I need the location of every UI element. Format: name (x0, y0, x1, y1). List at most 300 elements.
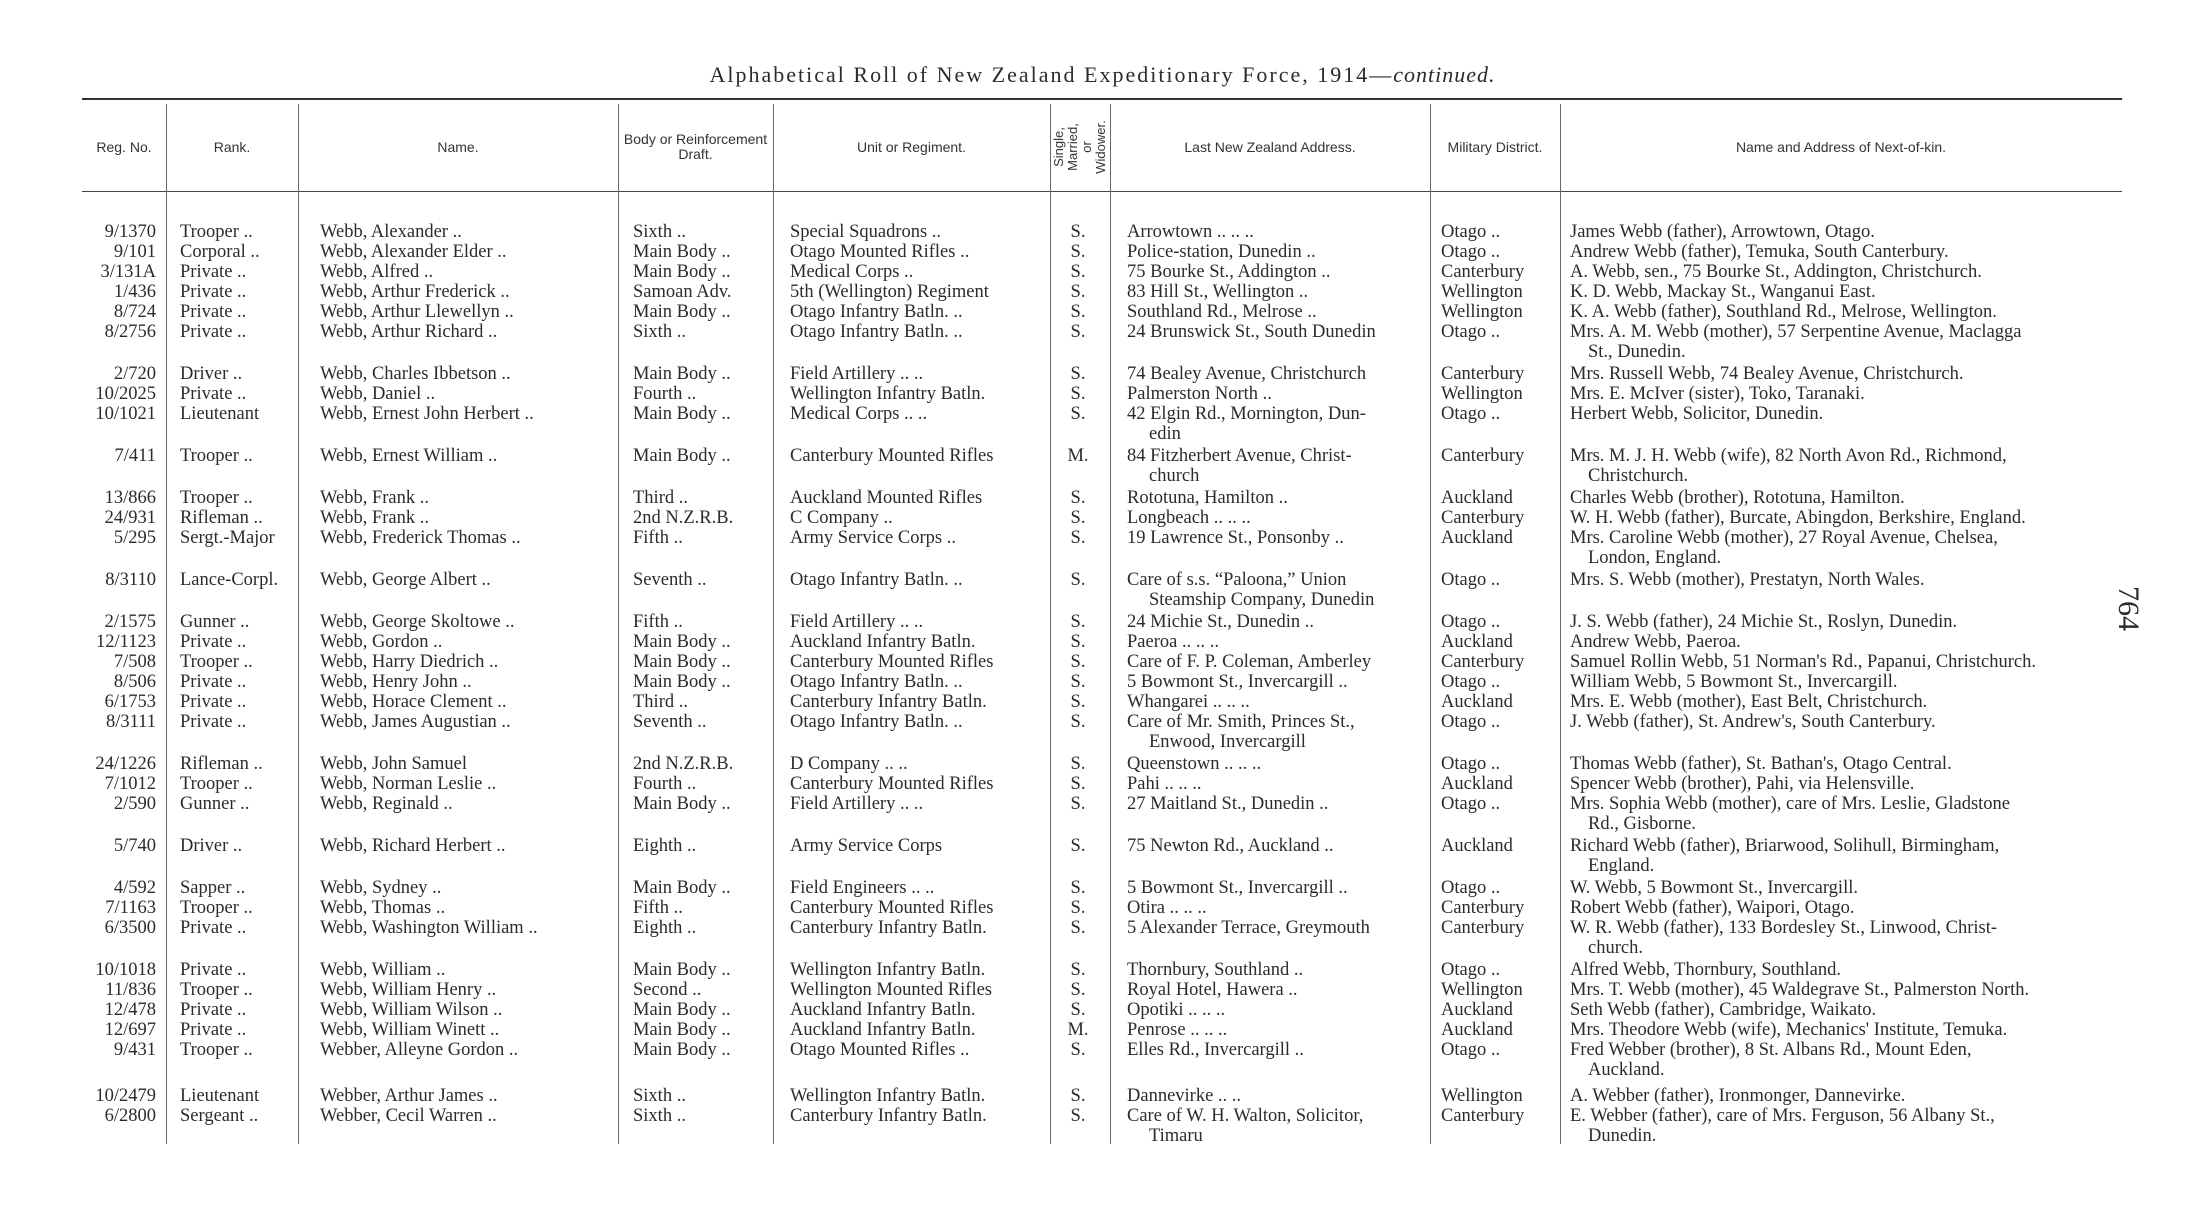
status-cell: S. (1070, 262, 1086, 282)
column-divider (1110, 104, 1111, 1144)
header-bottom-rule (82, 191, 2122, 192)
next-of-kin-cell: K. A. Webb (father), Southland Rd., Melrose, Wellington. (1570, 302, 1997, 322)
district-cell: Wellington (1441, 980, 1523, 1000)
name-cell: Webb, Alexander Elder .. (320, 242, 507, 262)
page-number: 764 (2112, 586, 2145, 631)
body-cell: Third .. (633, 692, 688, 712)
name-cell: Webb, Frank .. (320, 508, 429, 528)
rank-cell: Private .. (180, 672, 247, 692)
reg-no-cell: 10/1018 (95, 960, 156, 980)
name-cell: Webber, Alleyne Gordon .. (320, 1040, 519, 1060)
next-of-kin-cell: Andrew Webb (father), Temuka, South Canterbury. (1570, 242, 1949, 262)
body-cell: Second .. (633, 980, 702, 1000)
status-cell: S. (1070, 918, 1086, 938)
next-of-kin-cell: W. H. Webb (father), Burcate, Abingdon, Berkshire, England. (1570, 508, 2026, 528)
address-cell: Queenstown .. .. .. (1127, 754, 1262, 774)
address-cell: 75 Bourke St., Addington .. (1127, 262, 1331, 282)
reg-no-cell: 11/836 (105, 980, 156, 1000)
rank-cell: Private .. (180, 282, 247, 302)
next-of-kin-cell: Mrs. Theodore Webb (wife), Mechanics' Institute, Temuka. (1570, 1020, 2008, 1040)
address-cell: Opotiki .. .. .. (1127, 1000, 1226, 1020)
district-cell: Otago .. (1441, 222, 1501, 242)
next-of-kin-cell-continued: church. (1588, 938, 1643, 958)
body-cell: 2nd N.Z.R.B. (633, 754, 734, 774)
rank-cell: Trooper .. (180, 980, 253, 1000)
status-cell: S. (1070, 980, 1086, 1000)
body-cell: Main Body .. (633, 404, 731, 424)
reg-no-cell: 7/411 (114, 446, 156, 466)
district-cell: Otago .. (1441, 1040, 1501, 1060)
reg-no-cell: 6/2800 (104, 1106, 156, 1126)
unit-cell: 5th (Wellington) Regiment (790, 282, 989, 302)
reg-no-cell: 7/1012 (104, 774, 156, 794)
address-cell: 42 Elgin Rd., Mornington, Dun- (1127, 404, 1366, 424)
unit-cell: Auckland Infantry Batln. (790, 632, 976, 652)
name-cell: Webb, Ernest William .. (320, 446, 498, 466)
address-cell: 5 Bowmont St., Invercargill .. (1127, 878, 1348, 898)
next-of-kin-cell-continued: Auckland. (1588, 1060, 1665, 1080)
address-cell-continued: church (1149, 466, 1200, 486)
rank-cell: Sergt.-Major (180, 528, 275, 548)
header-status-label: Single, Married, or Widower. (1051, 120, 1108, 174)
next-of-kin-cell: J. S. Webb (father), 24 Michie St., Roslyn, Dunedin. (1570, 612, 1958, 632)
address-cell: Palmerston North .. (1127, 384, 1272, 404)
district-cell: Wellington (1441, 302, 1523, 322)
status-cell: S. (1070, 960, 1086, 980)
unit-cell: Auckland Infantry Batln. (790, 1020, 976, 1040)
next-of-kin-cell: Mrs. T. Webb (mother), 45 Waldegrave St., Palmerston North. (1570, 980, 2030, 1000)
page-title (0, 62, 2205, 88)
district-cell: Canterbury (1441, 262, 1525, 282)
district-cell: Auckland (1441, 774, 1513, 794)
next-of-kin-cell-continued: London, England. (1588, 548, 1722, 568)
body-cell: Fourth .. (633, 384, 697, 404)
rank-cell: Private .. (180, 322, 247, 342)
status-cell: S. (1070, 898, 1086, 918)
unit-cell: C Company .. (790, 508, 893, 528)
status-cell: S. (1070, 878, 1086, 898)
district-cell: Otago .. (1441, 242, 1501, 262)
column-divider (298, 104, 299, 1144)
status-cell: S. (1070, 632, 1086, 652)
status-cell: S. (1070, 652, 1086, 672)
body-cell: Fourth .. (633, 774, 697, 794)
unit-cell: Otago Mounted Rifles .. (790, 242, 970, 262)
body-cell: Main Body .. (633, 652, 731, 672)
body-cell: Eighth .. (633, 918, 697, 938)
status-cell: S. (1070, 364, 1086, 384)
unit-cell: D Company .. .. (790, 754, 908, 774)
status-cell: S. (1070, 1040, 1086, 1060)
next-of-kin-cell: A. Webber (father), Ironmonger, Dannevirke. (1570, 1086, 1906, 1106)
name-cell: Webb, George Albert .. (320, 570, 491, 590)
unit-cell: Canterbury Mounted Rifles (790, 898, 994, 918)
next-of-kin-cell: Alfred Webb, Thornbury, Southland. (1570, 960, 1842, 980)
next-of-kin-cell: Charles Webb (brother), Rototuna, Hamilton. (1570, 488, 1905, 508)
reg-no-cell: 7/508 (113, 652, 156, 672)
reg-no-cell: 9/1370 (104, 222, 156, 242)
name-cell: Webb, Norman Leslie .. (320, 774, 497, 794)
header-top-rule (82, 98, 2122, 100)
reg-no-cell: 8/506 (113, 672, 156, 692)
body-cell: Main Body .. (633, 302, 731, 322)
unit-cell: Canterbury Infantry Batln. (790, 918, 987, 938)
rank-cell: Private .. (180, 302, 247, 322)
next-of-kin-cell-continued: England. (1588, 856, 1655, 876)
body-cell: Main Body .. (633, 794, 731, 814)
rank-cell: Private .. (180, 384, 247, 404)
unit-cell: Otago Mounted Rifles .. (790, 1040, 970, 1060)
next-of-kin-cell: Richard Webb (father), Briarwood, Solihull, Birmingham, (1570, 836, 2000, 856)
next-of-kin-cell-continued: Rd., Gisborne. (1588, 814, 1696, 834)
next-of-kin-cell: Robert Webb (father), Waipori, Otago. (1570, 898, 1855, 918)
next-of-kin-cell: Mrs. S. Webb (mother), Prestatyn, North Wales. (1570, 570, 1925, 590)
district-cell: Canterbury (1441, 918, 1525, 938)
column-divider (1560, 104, 1561, 1144)
district-cell: Otago .. (1441, 322, 1501, 342)
title-continued: continued. (1393, 62, 1496, 87)
body-cell: Sixth .. (633, 322, 686, 342)
body-cell: Sixth .. (633, 222, 686, 242)
status-cell: M. (1067, 1020, 1089, 1040)
rank-cell: Driver .. (180, 364, 243, 384)
body-cell: Main Body .. (633, 1040, 731, 1060)
header-rank: Rank. (213, 138, 251, 155)
unit-cell: Otago Infantry Batln. .. (790, 570, 963, 590)
unit-cell: Field Engineers .. .. (790, 878, 935, 898)
name-cell: Webb, Gordon .. (320, 632, 443, 652)
next-of-kin-cell: Mrs. Sophia Webb (mother), care of Mrs. Leslie, Gladstone (1570, 794, 2011, 814)
body-cell: Main Body .. (633, 242, 731, 262)
unit-cell: Otago Infantry Batln. .. (790, 322, 963, 342)
reg-no-cell: 24/1226 (95, 754, 156, 774)
reg-no-cell: 12/478 (104, 1000, 156, 1020)
name-cell: Webb, Charles Ibbetson .. (320, 364, 511, 384)
next-of-kin-cell: E. Webber (father), care of Mrs. Ferguson, 56 Albany St., (1570, 1106, 1995, 1126)
status-cell: S. (1070, 222, 1086, 242)
address-cell-continued: Enwood, Invercargill (1149, 732, 1306, 752)
name-cell: Webb, Sydney .. (320, 878, 442, 898)
name-cell: Webber, Arthur James .. (320, 1086, 498, 1106)
status-cell: S. (1070, 692, 1086, 712)
reg-no-cell: 6/1753 (104, 692, 156, 712)
column-divider (618, 104, 619, 1144)
status-cell: S. (1070, 282, 1086, 302)
status-cell: S. (1070, 322, 1086, 342)
address-cell: Care of F. P. Coleman, Amberley (1127, 652, 1372, 672)
body-cell: Seventh .. (633, 712, 707, 732)
body-cell: Main Body .. (633, 632, 731, 652)
status-cell: S. (1070, 488, 1086, 508)
reg-no-cell: 3/131A (100, 262, 156, 282)
next-of-kin-cell: W. Webb, 5 Bowmont St., Invercargill. (1570, 878, 1858, 898)
address-cell: Arrowtown .. .. .. (1127, 222, 1254, 242)
status-cell: S. (1070, 774, 1086, 794)
next-of-kin-cell-continued: St., Dunedin. (1588, 342, 1686, 362)
next-of-kin-cell: Mrs. Russell Webb, 74 Bealey Avenue, Christchurch. (1570, 364, 1964, 384)
rank-cell: Private .. (180, 632, 247, 652)
next-of-kin-cell: Samuel Rollin Webb, 51 Norman's Rd., Papanui, Christchurch. (1570, 652, 2037, 672)
reg-no-cell: 8/3111 (105, 712, 156, 732)
header-reg-no: Reg. No. (96, 138, 152, 155)
district-cell: Otago .. (1441, 794, 1501, 814)
name-cell: Webb, Richard Herbert .. (320, 836, 506, 856)
next-of-kin-cell: Andrew Webb, Paeroa. (1570, 632, 1741, 652)
address-cell: 24 Michie St., Dunedin .. (1127, 612, 1315, 632)
district-cell: Otago .. (1441, 960, 1501, 980)
next-of-kin-cell: William Webb, 5 Bowmont St., Invercargill. (1570, 672, 1898, 692)
reg-no-cell: 2/720 (113, 364, 156, 384)
header-address: Last New Zealand Address. (1184, 138, 1356, 155)
reg-no-cell: 6/3500 (104, 918, 156, 938)
reg-no-cell: 13/866 (104, 488, 156, 508)
next-of-kin-cell: Herbert Webb, Solicitor, Dunedin. (1570, 404, 1824, 424)
status-cell: S. (1070, 508, 1086, 528)
name-cell: Webb, William Wilson .. (320, 1000, 503, 1020)
rank-cell: Private .. (180, 692, 247, 712)
next-of-kin-cell: Mrs. Caroline Webb (mother), 27 Royal Avenue, Chelsea, (1570, 528, 1998, 548)
name-cell: Webb, Arthur Llewellyn .. (320, 302, 514, 322)
next-of-kin-cell: Mrs. A. M. Webb (mother), 57 Serpentine Avenue, Maclagga (1570, 322, 2022, 342)
name-cell: Webb, Ernest John Herbert .. (320, 404, 534, 424)
address-cell: 75 Newton Rd., Auckland .. (1127, 836, 1334, 856)
address-cell: Southland Rd., Melrose .. (1127, 302, 1317, 322)
body-cell: Seventh .. (633, 570, 707, 590)
header-name: Name. (437, 138, 479, 155)
district-cell: Wellington (1441, 1086, 1523, 1106)
next-of-kin-cell: James Webb (father), Arrowtown, Otago. (1570, 222, 1875, 242)
unit-cell: Canterbury Mounted Rifles (790, 446, 994, 466)
address-cell: 19 Lawrence St., Ponsonby .. (1127, 528, 1344, 548)
next-of-kin-cell: W. R. Webb (father), 133 Bordesley St., Linwood, Christ- (1570, 918, 1998, 938)
body-cell: Fifth .. (633, 528, 683, 548)
name-cell: Webb, Henry John .. (320, 672, 472, 692)
address-cell: Dannevirke .. .. (1127, 1086, 1242, 1106)
name-cell: Webb, Arthur Richard .. (320, 322, 498, 342)
reg-no-cell: 5/740 (113, 836, 156, 856)
address-cell: Care of Mr. Smith, Princes St., (1127, 712, 1355, 732)
district-cell: Wellington (1441, 384, 1523, 404)
unit-cell: Auckland Mounted Rifles (790, 488, 983, 508)
rank-cell: Gunner .. (180, 612, 250, 632)
name-cell: Webb, Reginald .. (320, 794, 453, 814)
unit-cell: Special Squadrons .. (790, 222, 942, 242)
body-cell: Main Body .. (633, 960, 731, 980)
body-cell: Sixth .. (633, 1086, 686, 1106)
unit-cell: Otago Infantry Batln. .. (790, 302, 963, 322)
district-cell: Canterbury (1441, 1106, 1525, 1126)
address-cell: Care of s.s. “Paloona,” Union (1127, 570, 1347, 590)
name-cell: Webb, William Henry .. (320, 980, 497, 1000)
status-cell: S. (1070, 1086, 1086, 1106)
unit-cell: Wellington Infantry Batln. (790, 1086, 986, 1106)
address-cell: 74 Bealey Avenue, Christchurch (1127, 364, 1367, 384)
district-cell: Auckland (1441, 692, 1513, 712)
address-cell-continued: Timaru (1149, 1126, 1203, 1146)
name-cell: Webb, James Augustian .. (320, 712, 511, 732)
rank-cell: Private .. (180, 1000, 247, 1020)
district-cell: Auckland (1441, 488, 1513, 508)
rank-cell: Corporal .. (180, 242, 260, 262)
header-district: Military District. (1447, 138, 1543, 155)
status-cell: S. (1070, 1000, 1086, 1020)
district-cell: Otago .. (1441, 712, 1501, 732)
status-cell: S. (1070, 1106, 1086, 1126)
address-cell: 5 Alexander Terrace, Greymouth (1127, 918, 1370, 938)
reg-no-cell: 7/1163 (105, 898, 156, 918)
status-cell: S. (1070, 302, 1086, 322)
reg-no-cell: 8/724 (113, 302, 156, 322)
status-cell: S. (1070, 836, 1086, 856)
unit-cell: Field Artillery .. .. (790, 364, 924, 384)
name-cell: Webb, William Winett .. (320, 1020, 500, 1040)
unit-cell: Medical Corps .. .. (790, 404, 928, 424)
district-cell: Canterbury (1441, 446, 1525, 466)
reg-no-cell: 2/1575 (104, 612, 156, 632)
header-kin: Name and Address of Next-of-kin. (1735, 138, 1947, 155)
address-cell: 27 Maitland St., Dunedin .. (1127, 794, 1329, 814)
district-cell: Auckland (1441, 632, 1513, 652)
name-cell: Webb, William .. (320, 960, 446, 980)
body-cell: Eighth .. (633, 836, 697, 856)
rank-cell: Trooper .. (180, 774, 253, 794)
district-cell: Otago .. (1441, 570, 1501, 590)
header-status (1050, 104, 1110, 190)
body-cell: Main Body .. (633, 1000, 731, 1020)
unit-cell: Canterbury Infantry Batln. (790, 1106, 987, 1126)
district-cell: Auckland (1441, 836, 1513, 856)
status-cell: S. (1070, 384, 1086, 404)
reg-no-cell: 5/295 (113, 528, 156, 548)
body-cell: Main Body .. (633, 672, 731, 692)
address-cell-continued: edin (1149, 424, 1181, 444)
name-cell: Webb, Frank .. (320, 488, 429, 508)
header-unit: Unit or Regiment. (857, 138, 966, 155)
status-cell: S. (1070, 570, 1086, 590)
reg-no-cell: 10/2479 (95, 1086, 156, 1106)
district-cell: Canterbury (1441, 898, 1525, 918)
address-cell: Whangarei .. .. .. (1127, 692, 1250, 712)
rank-cell: Trooper .. (180, 488, 253, 508)
rank-cell: Rifleman .. (180, 508, 263, 528)
body-cell: Sixth .. (633, 1106, 686, 1126)
body-cell: Samoan Adv. (633, 282, 732, 302)
unit-cell: Medical Corps .. (790, 262, 914, 282)
unit-cell: Field Artillery .. .. (790, 612, 924, 632)
column-divider (1050, 104, 1051, 1144)
district-cell: Otago .. (1441, 404, 1501, 424)
district-cell: Auckland (1441, 1000, 1513, 1020)
address-cell: 24 Brunswick St., South Dunedin (1127, 322, 1376, 342)
body-cell: Main Body .. (633, 878, 731, 898)
address-cell-continued: Steamship Company, Dunedin (1149, 590, 1375, 610)
body-cell: Fifth .. (633, 612, 683, 632)
rank-cell: Trooper .. (180, 652, 253, 672)
rank-cell: Lieutenant (180, 1086, 260, 1106)
rank-cell: Lieutenant (180, 404, 260, 424)
rank-cell: Trooper .. (180, 1040, 253, 1060)
status-cell: S. (1070, 672, 1086, 692)
address-cell: Royal Hotel, Hawera .. (1127, 980, 1298, 1000)
rank-cell: Trooper .. (180, 222, 253, 242)
next-of-kin-cell: J. Webb (father), St. Andrew's, South Canterbury. (1570, 712, 1936, 732)
unit-cell: Wellington Mounted Rifles (790, 980, 992, 1000)
address-cell: 5 Bowmont St., Invercargill .. (1127, 672, 1348, 692)
reg-no-cell: 12/1123 (96, 632, 156, 652)
address-cell: Penrose .. .. .. (1127, 1020, 1228, 1040)
next-of-kin-cell-continued: Christchurch. (1588, 466, 1689, 486)
rank-cell: Private .. (180, 960, 247, 980)
next-of-kin-cell: A. Webb, sen., 75 Bourke St., Addington, Christchurch. (1570, 262, 1982, 282)
name-cell: Webb, Thomas .. (320, 898, 446, 918)
header-body: Body or Reinforcement Draft. (623, 131, 768, 162)
status-cell: S. (1070, 404, 1086, 424)
address-cell: Longbeach .. .. .. (1127, 508, 1251, 528)
address-cell: Paeroa .. .. .. (1127, 632, 1219, 652)
district-cell: Canterbury (1441, 652, 1525, 672)
reg-no-cell: 2/590 (113, 794, 156, 814)
rank-cell: Rifleman .. (180, 754, 263, 774)
address-cell: Police-station, Dunedin .. (1127, 242, 1316, 262)
body-cell: 2nd N.Z.R.B. (633, 508, 734, 528)
next-of-kin-cell: Seth Webb (father), Cambridge, Waikato. (1570, 1000, 1877, 1020)
status-cell: M. (1067, 446, 1089, 466)
district-cell: Auckland (1441, 528, 1513, 548)
next-of-kin-cell: Fred Webber (brother), 8 St. Albans Rd., Mount Eden, (1570, 1040, 1972, 1060)
rank-cell: Sapper .. (180, 878, 246, 898)
rank-cell: Private .. (180, 262, 247, 282)
district-cell: Wellington (1441, 282, 1523, 302)
reg-no-cell: 9/101 (113, 242, 156, 262)
name-cell: Webb, John Samuel (320, 754, 468, 774)
address-cell: Thornbury, Southland .. (1127, 960, 1304, 980)
address-cell: 83 Hill St., Wellington .. (1127, 282, 1309, 302)
district-cell: Otago .. (1441, 612, 1501, 632)
column-divider (1430, 104, 1431, 1144)
unit-cell: Field Artillery .. .. (790, 794, 924, 814)
rank-cell: Private .. (180, 918, 247, 938)
rank-cell: Driver .. (180, 836, 243, 856)
rank-cell: Trooper .. (180, 898, 253, 918)
status-cell: S. (1070, 712, 1086, 732)
reg-no-cell: 1/436 (113, 282, 156, 302)
next-of-kin-cell-continued: Dunedin. (1588, 1126, 1657, 1146)
reg-no-cell: 10/1021 (95, 404, 156, 424)
name-cell: Webb, George Skoltowe .. (320, 612, 515, 632)
unit-cell: Canterbury Mounted Rifles (790, 652, 994, 672)
column-divider (166, 104, 167, 1144)
rank-cell: Trooper .. (180, 446, 253, 466)
reg-no-cell: 8/2756 (104, 322, 156, 342)
rank-cell: Private .. (180, 1020, 247, 1040)
address-cell: 84 Fitzherbert Avenue, Christ- (1127, 446, 1352, 466)
title-main: Alphabetical Roll of New Zealand Expeditionary Force, 1914— (709, 62, 1394, 87)
district-cell: Otago .. (1441, 754, 1501, 774)
status-cell: S. (1070, 612, 1086, 632)
name-cell: Webb, Harry Diedrich .. (320, 652, 499, 672)
unit-cell: Canterbury Infantry Batln. (790, 692, 987, 712)
name-cell: Webb, Alfred .. (320, 262, 434, 282)
name-cell: Webb, Daniel .. (320, 384, 436, 404)
next-of-kin-cell: Spencer Webb (brother), Pahi, via Helensville. (1570, 774, 1915, 794)
reg-no-cell: 4/592 (113, 878, 156, 898)
reg-no-cell: 8/3110 (105, 570, 156, 590)
address-cell: Care of W. H. Walton, Solicitor, (1127, 1106, 1364, 1126)
rank-cell: Lance-Corpl. (180, 570, 279, 590)
unit-cell: Army Service Corps .. (790, 528, 956, 548)
name-cell: Webb, Horace Clement .. (320, 692, 507, 712)
rank-cell: Gunner .. (180, 794, 250, 814)
